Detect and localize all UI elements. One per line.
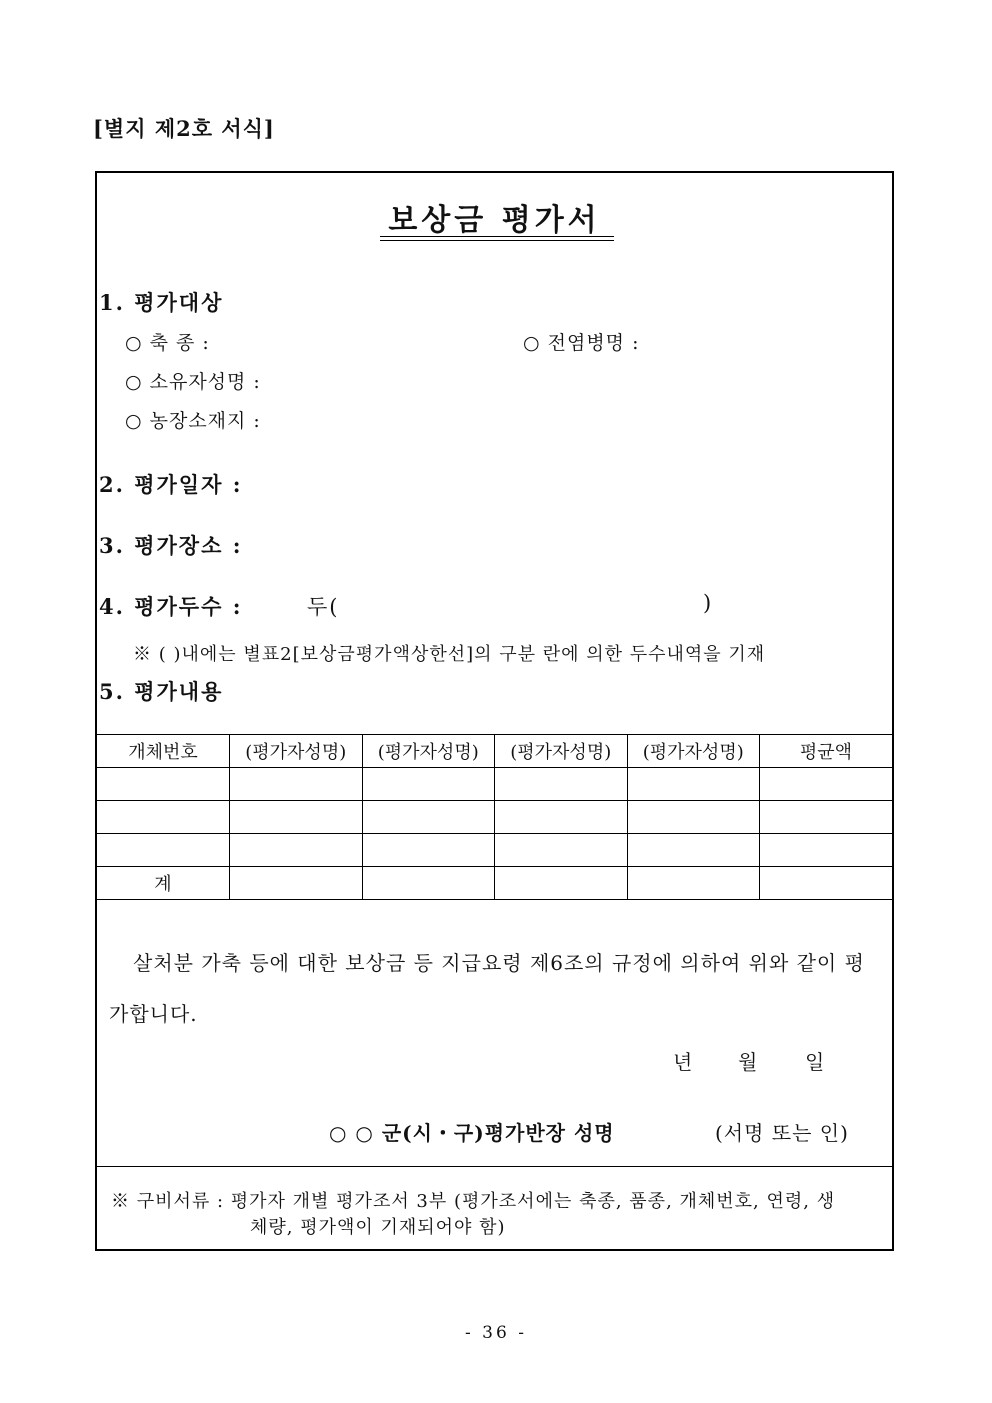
table-cell[interactable] <box>230 834 363 867</box>
total-label: 계 <box>97 867 230 900</box>
table-cell[interactable] <box>362 834 495 867</box>
table-cell[interactable] <box>97 768 230 801</box>
table-cell[interactable] <box>760 834 893 867</box>
section-2-heading: 2. 평가일자 : <box>99 472 243 497</box>
farm-location-label: ○ 농장소재지 : <box>125 410 261 432</box>
page-number: - 36 - <box>465 1323 527 1343</box>
table-cell[interactable] <box>362 801 495 834</box>
statement-line-1: 살처분 가축 등에 대한 보상금 등 지급요령 제6조의 규정에 의하여 위와 같이 평 <box>133 951 865 975</box>
head-count-note: ※ ( )내에는 별표2[보상금평가액상한선]의 구분 란에 의한 두수내역을 기재 <box>133 644 766 665</box>
owner-name-label: ○ 소유자성명 : <box>125 371 261 393</box>
table-header-row <box>97 735 892 768</box>
table-cell[interactable] <box>230 801 363 834</box>
table-row <box>97 768 892 801</box>
required-documents-line-1: ※ 구비서류 : 평가자 개별 평가조서 3부 (평가조서에는 축종, 품종, 개체번호, 연령, 생 <box>111 1191 836 1212</box>
date-day: 일 <box>805 1050 826 1074</box>
section-3-heading: 3. 평가장소 : <box>99 533 243 558</box>
table-total-row <box>97 867 892 900</box>
table-row <box>97 834 892 867</box>
date-year: 년 <box>673 1050 694 1074</box>
footer-divider <box>97 1166 892 1167</box>
title-underline-2 <box>380 240 614 241</box>
head-count-close: ) <box>703 591 714 615</box>
table-row <box>97 801 892 834</box>
disease-name-label: ○ 전염병명 : <box>523 332 640 354</box>
header-evaluator-4: (평가자성명) <box>627 735 760 768</box>
table-cell[interactable] <box>495 867 628 900</box>
required-documents-line-2: 체량, 평가액이 기재되어야 함) <box>250 1217 506 1238</box>
date-month: 월 <box>738 1050 759 1074</box>
table-cell[interactable] <box>627 768 760 801</box>
table-cell[interactable] <box>362 768 495 801</box>
table-cell[interactable] <box>495 768 628 801</box>
header-evaluator-1: (평가자성명) <box>230 735 363 768</box>
title-underline <box>380 236 614 237</box>
form-label: [별지 제2호 서식] <box>93 116 275 141</box>
header-average: 평균액 <box>760 735 893 768</box>
table-cell[interactable] <box>760 801 893 834</box>
table-cell[interactable] <box>760 768 893 801</box>
table-cell[interactable] <box>97 834 230 867</box>
header-animal-id: 개체번호 <box>97 735 230 768</box>
signature-label: ○ ○ 군(시・구)평가반장 성명 <box>329 1121 615 1145</box>
signature-note: (서명 또는 인) <box>715 1121 849 1145</box>
table-cell[interactable] <box>97 801 230 834</box>
header-evaluator-2: (평가자성명) <box>362 735 495 768</box>
table-cell[interactable] <box>495 801 628 834</box>
head-count-unit: 두( <box>307 595 340 619</box>
section-1-heading: 1. 평가대상 <box>99 290 224 315</box>
table-cell[interactable] <box>230 768 363 801</box>
table-cell[interactable] <box>760 867 893 900</box>
section-5-heading: 5. 평가내용 <box>99 679 224 704</box>
livestock-type-label: ○ 축 종 : <box>125 332 210 354</box>
statement-line-2: 가합니다. <box>109 1002 198 1026</box>
form-frame <box>95 171 894 1251</box>
section-4-heading: 4. 평가두수 : <box>99 594 243 619</box>
table-cell[interactable] <box>627 801 760 834</box>
table-cell[interactable] <box>495 834 628 867</box>
table-cell[interactable] <box>230 867 363 900</box>
form-title: 보상금 평가서 <box>388 203 601 238</box>
table-cell[interactable] <box>362 867 495 900</box>
table-cell[interactable] <box>627 834 760 867</box>
header-evaluator-3: (평가자성명) <box>495 735 628 768</box>
evaluation-table <box>97 734 892 900</box>
table-cell[interactable] <box>627 867 760 900</box>
